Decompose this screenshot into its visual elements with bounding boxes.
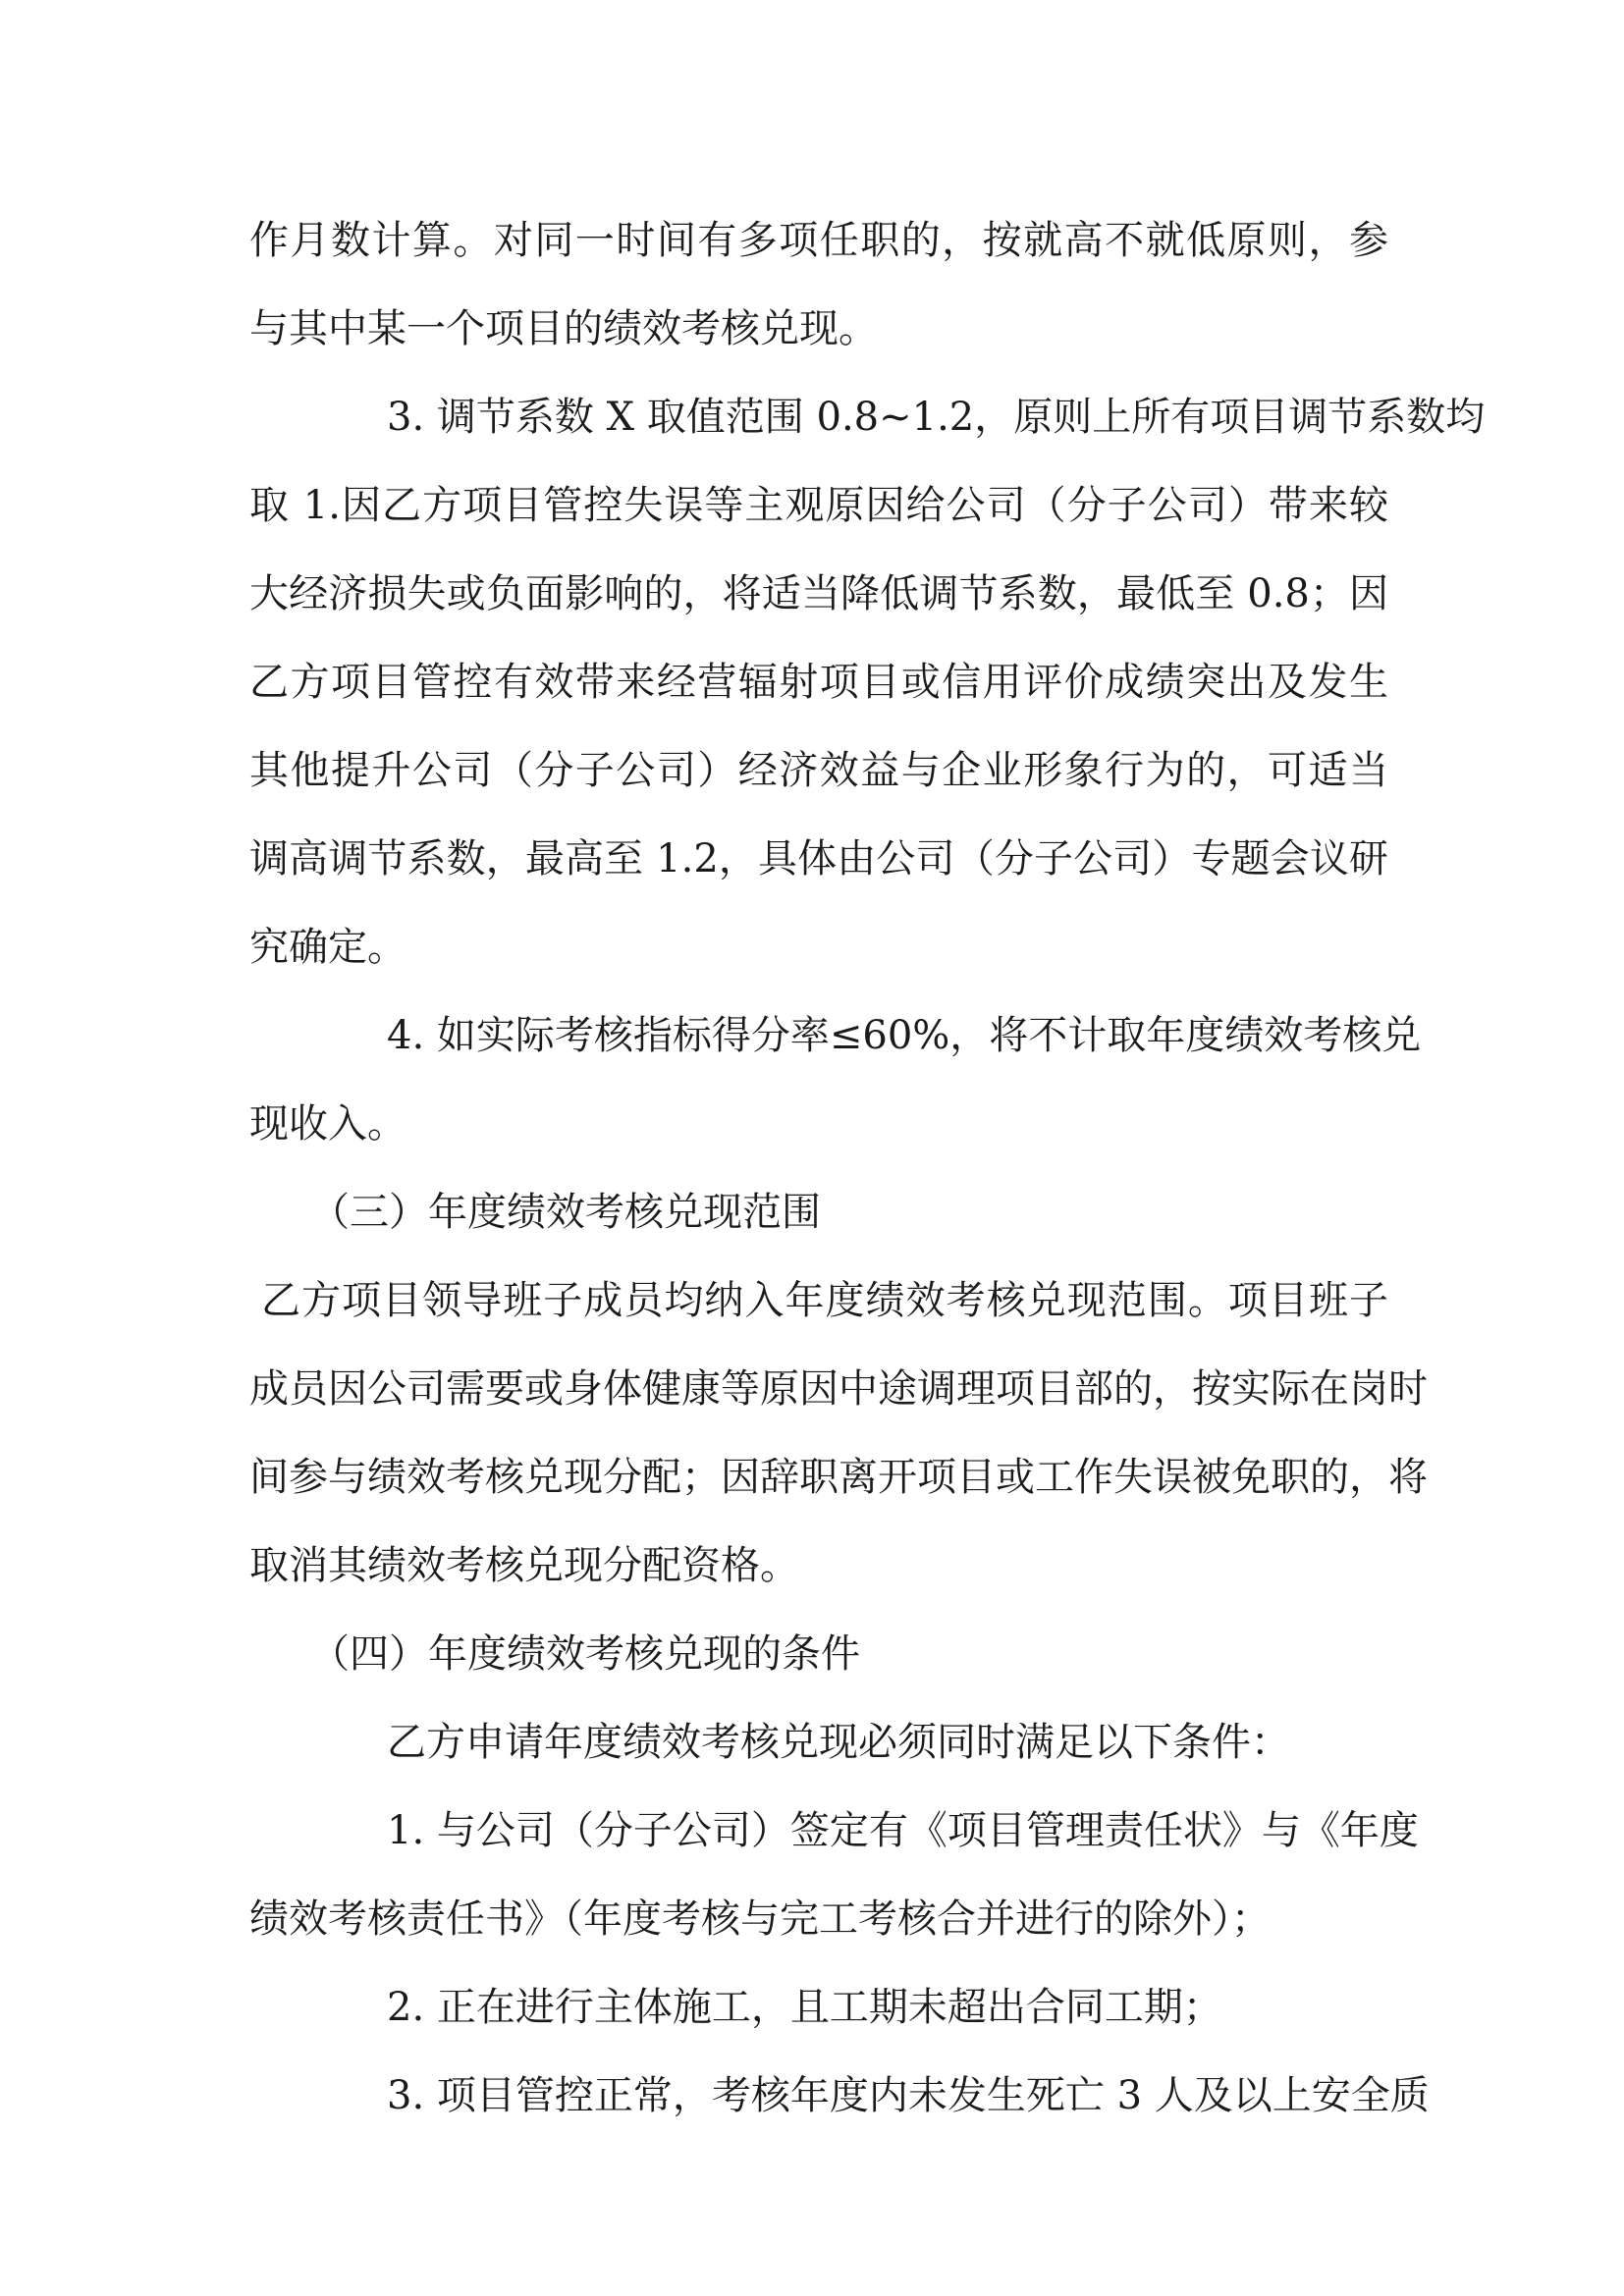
paragraph-line: 其他提升公司（分子公司）经济效益与企业形象行为的，可适当 bbox=[249, 748, 1388, 793]
list-item: 1. 与公司（分子公司）签定有《项目管理责任状》与《年度 bbox=[387, 1808, 1419, 1853]
list-item: 2. 正在进行主体施工，且工期未超出合同工期； bbox=[387, 1985, 1222, 2030]
paragraph-line: 与其中某一个项目的绩效考核兑现。 bbox=[249, 306, 878, 351]
document-body bbox=[249, 196, 1486, 2140]
section-heading: （三）年度绩效考核兑现范围 bbox=[310, 1190, 821, 1235]
paragraph-line: 作月数计算。对同一时间有多项任职的，按就高不就低原则，参 bbox=[249, 218, 1388, 263]
section-heading: （四）年度绩效考核兑现的条件 bbox=[310, 1631, 860, 1677]
paragraph-line: 成员因公司需要或身体健康等原因中途调理项目部的，按实际在岗时 bbox=[249, 1366, 1428, 1412]
paragraph-line: 大经济损失或负面影响的，将适当降低调节系数，最低至 0.8；因 bbox=[249, 571, 1388, 616]
paragraph-line: 取 1.因乙方项目管控失误等主观原因给公司（分子公司）带来较 bbox=[249, 483, 1388, 528]
paragraph-line: 乙方申请年度绩效考核兑现必须同时满足以下条件： bbox=[387, 1720, 1290, 1765]
paragraph-line: 取消其绩效考核兑现分配资格。 bbox=[249, 1543, 799, 1588]
paragraph-line: 绩效考核责任书》（年度考核与完工考核合并进行的除外）； bbox=[249, 1896, 1271, 1942]
paragraph-line: 乙方项目管控有效带来经营辐射项目或信用评价成绩突出及发生 bbox=[249, 660, 1388, 705]
paragraph-line: 间参与绩效考核兑现分配；因辞职离开项目或工作失误被免职的，将 bbox=[249, 1455, 1428, 1500]
paragraph-line: 乙方项目领导班子成员均纳入年度绩效考核兑现范围。项目班子 bbox=[261, 1278, 1388, 1323]
paragraph-line: 调高调节系数，最高至 1.2，具体由公司（分子公司）专题会议研 bbox=[249, 836, 1388, 881]
paragraph-line: 究确定。 bbox=[249, 925, 406, 970]
paragraph-line: 现收入。 bbox=[249, 1101, 406, 1147]
list-item: 3. 项目管控正常，考核年度内未发生死亡 3 人及以上安全质 bbox=[387, 2073, 1430, 2118]
paragraph-line: 4. 如实际考核指标得分率≤60%，将不计取年度绩效考核兑 bbox=[387, 1013, 1422, 1058]
paragraph-line: 3. 调节系数 X 取值范围 0.8~1.2，原则上所有项目调节系数均 bbox=[387, 395, 1486, 440]
